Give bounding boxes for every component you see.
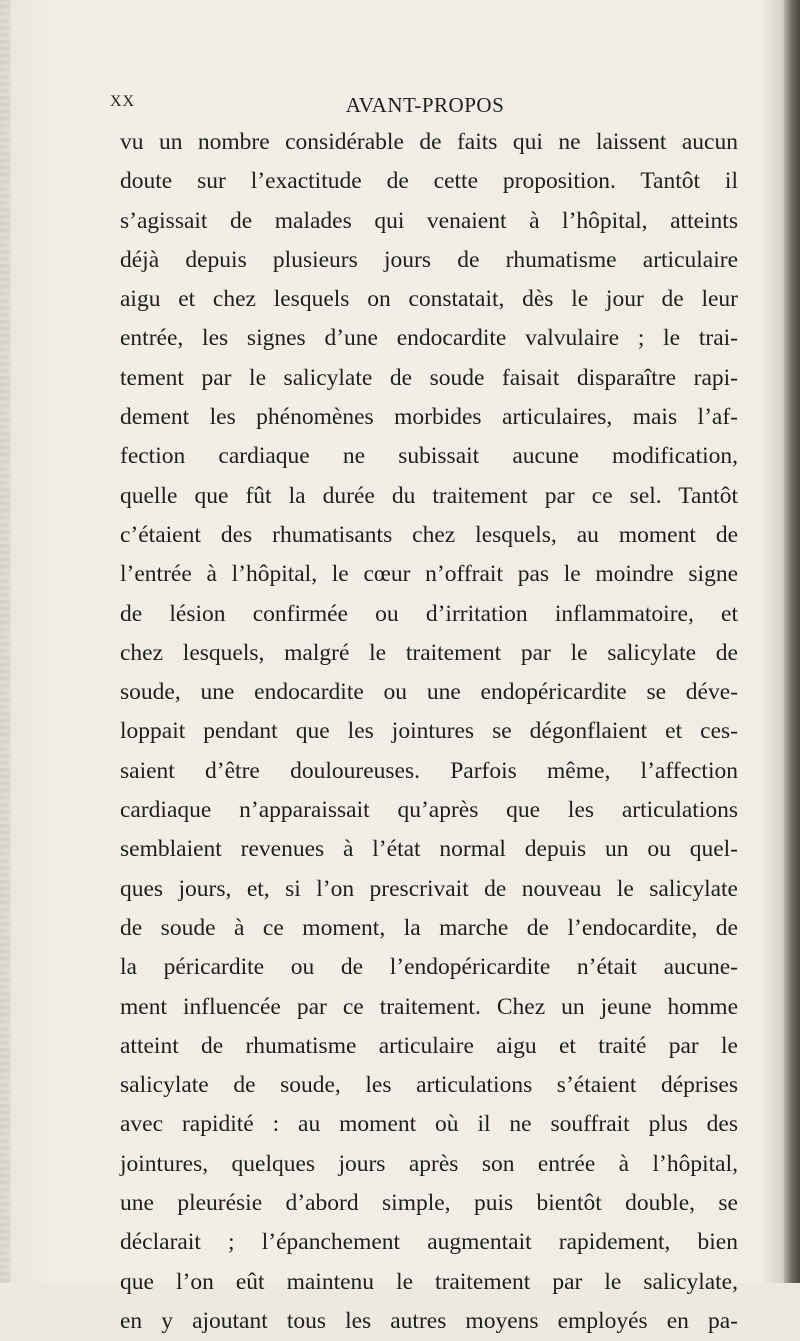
text-line: atteint de rhumatisme articulaire aigu et traité par le xyxy=(120,1032,738,1059)
running-head xyxy=(110,93,740,123)
book-spine-shadow xyxy=(784,0,800,1283)
text-line: aigu et chez lesquels on constatait, dès le jour de leur xyxy=(120,286,738,313)
text-line: que l’on eût maintenu le traitement par le salicylate, xyxy=(120,1268,738,1295)
text-line: dement les phénomènes morbides articulaires, mais l’af- xyxy=(120,404,738,431)
text-line: jointures, quelques jours après son entrée à l’hôpital, xyxy=(120,1150,738,1177)
body-text xyxy=(120,123,738,1341)
text-line: une pleurésie d’abord simple, puis bientôt double, se xyxy=(120,1190,738,1217)
text-line: saient d’être douloureuses. Parfois même, l’affection xyxy=(120,757,738,784)
text-line: vu un nombre considérable de faits qui ne laissent aucun xyxy=(120,129,738,155)
text-line: entrée, les signes d’une endocardite valvulaire ; le trai- xyxy=(120,325,738,352)
text-line: de lésion confirmée ou d’irritation inflammatoire, et xyxy=(120,600,738,627)
text-line: la péricardite ou de l’endopéricardite n’était aucune- xyxy=(120,954,738,981)
text-line: chez lesquels, malgré le traitement par le salicylate de xyxy=(120,639,738,666)
text-line: déclarait ; l’épanchement augmentait rapidement, bien xyxy=(120,1229,738,1256)
text-line: ques jours, et, si l’on prescrivait de nouveau le salicylate xyxy=(120,875,738,902)
text-line: de soude à ce moment, la marche de l’endocardite, de xyxy=(120,914,738,941)
text-line: avec rapidité : au moment où il ne souffrait plus des xyxy=(120,1111,738,1138)
text-line: déjà depuis plusieurs jours de rhumatisme articulaire xyxy=(120,246,738,273)
text-line: l’entrée à l’hôpital, le cœur n’offrait pas le moindre signe xyxy=(120,561,738,588)
text-line: loppait pendant que les jointures se dégonflaient et ces- xyxy=(120,718,738,745)
page-left-edge xyxy=(0,0,10,1283)
text-line: salicylate de soude, les articulations s’étaient déprises xyxy=(120,1072,738,1099)
text-line: cardiaque n’apparaissait qu’après que les articulations xyxy=(120,797,738,824)
text-line: en y ajoutant tous les autres moyens employés en pa- xyxy=(120,1307,738,1334)
running-title: AVANT-PROPOS xyxy=(345,93,505,117)
text-line: s’agissait de malades qui venaient à l’hôpital, atteints xyxy=(120,207,738,234)
text-line: soude, une endocardite ou une endopéricardite se déve- xyxy=(120,679,738,706)
text-line: doute sur l’exactitude de cette proposition. Tantôt il xyxy=(120,168,738,195)
text-line: quelle que fût la durée du traitement par ce sel. Tantôt xyxy=(120,482,738,509)
text-line: fection cardiaque ne subissait aucune modification, xyxy=(120,443,738,470)
text-line: semblaient revenues à l’état normal depuis un ou quel- xyxy=(120,836,738,863)
text-line: ment influencée par ce traitement. Chez un jeune homme xyxy=(120,993,738,1020)
text-line: tement par le salicylate de soude faisait disparaître rapi- xyxy=(120,364,738,391)
text-line: c’étaient des rhumatisants chez lesquels, au moment de xyxy=(120,521,738,548)
page-number: XX xyxy=(110,93,136,110)
